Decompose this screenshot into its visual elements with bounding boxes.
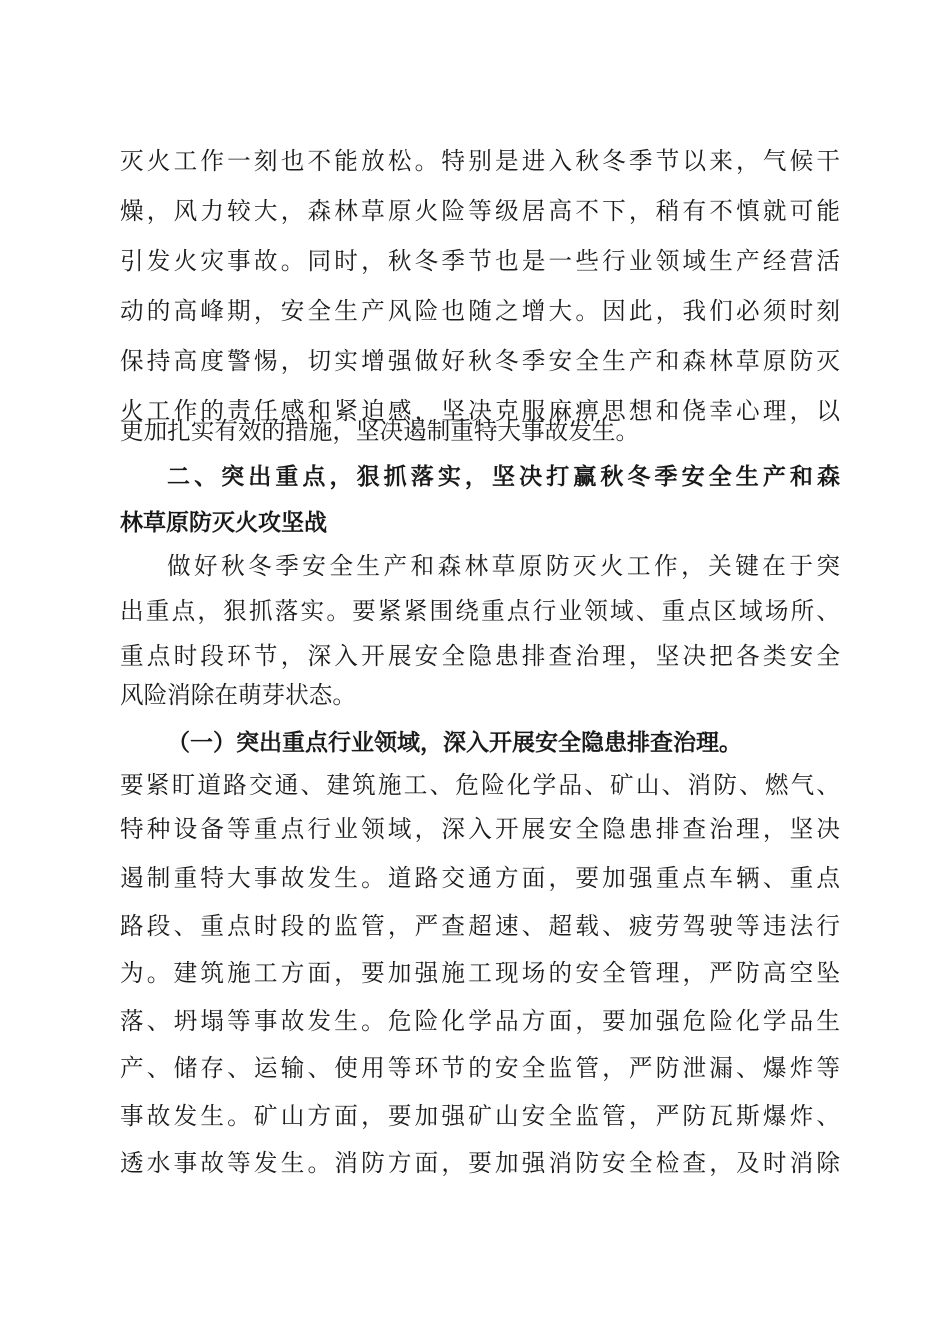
subsection-heading: （一）突出重点行业领域，深入开展安全隐患排查治理。 — [167, 730, 742, 756]
paragraph-line: 燥，风力较大，森林草原火险等级居高不下，稍有不慎就可能 — [120, 197, 840, 225]
paragraph-line: 路段、重点时段的监管，严查超速、超载、疲劳驾驶等违法行 — [120, 912, 840, 940]
paragraph-line: 遏制重特大事故发生。道路交通方面，要加强重点车辆、重点 — [120, 864, 840, 892]
paragraph-line: 更加扎实有效的措施，坚决遏制重特大事故发生。 — [120, 417, 640, 445]
paragraph-line: 风险消除在萌芽状态。 — [120, 681, 356, 709]
paragraph-line: 为。建筑施工方面，要加强施工现场的安全管理，严防高空坠 — [120, 959, 840, 987]
paragraph-line: 产、储存、运输、使用等环节的安全监管，严防泄漏、爆炸等 — [120, 1054, 840, 1082]
paragraph-line: 特种设备等重点行业领域，深入开展安全隐患排查治理，坚决 — [120, 815, 840, 843]
section-heading: 林草原防灭火攻坚战 — [120, 510, 327, 536]
paragraph-line: 做好秋冬季安全生产和森林草原防灭火工作，关键在于突 — [167, 552, 840, 580]
paragraph-line: 保持高度警惕，切实增强做好秋冬季安全生产和森林草原防灭 — [120, 347, 840, 375]
paragraph-line: 落、坍塌等事故发生。危险化学品方面，要加强危险化学品生 — [120, 1007, 840, 1035]
paragraph-line: 火工作的责任感和紧迫感，坚决克服麻痹思想和侥幸心理，以 — [120, 397, 840, 425]
section-heading: 二、突出重点，狠抓落实，坚决打赢秋冬季安全生产和森 — [167, 464, 840, 490]
paragraph-line: 动的高峰期，安全生产风险也随之增大。因此，我们必须时刻 — [120, 297, 840, 325]
paragraph-line: 引发火灾事故。同时，秋冬季节也是一些行业领域生产经营活 — [120, 247, 840, 275]
paragraph-line: 重点时段环节，深入开展安全隐患排查治理，坚决把各类安全 — [120, 642, 840, 670]
paragraph-line: 事故发生。矿山方面，要加强矿山安全监管，严防瓦斯爆炸、 — [120, 1102, 840, 1130]
paragraph-line: 透水事故等发生。消防方面，要加强消防安全检查，及时消除 — [120, 1149, 840, 1177]
paragraph-line: 灭火工作一刻也不能放松。特别是进入秋冬季节以来，气候干 — [120, 147, 840, 175]
paragraph-line: 出重点，狠抓落实。要紧紧围绕重点行业领域、重点区域场所、 — [120, 597, 840, 625]
paragraph-line: 要紧盯道路交通、建筑施工、危险化学品、矿山、消防、燃气、 — [120, 771, 840, 799]
